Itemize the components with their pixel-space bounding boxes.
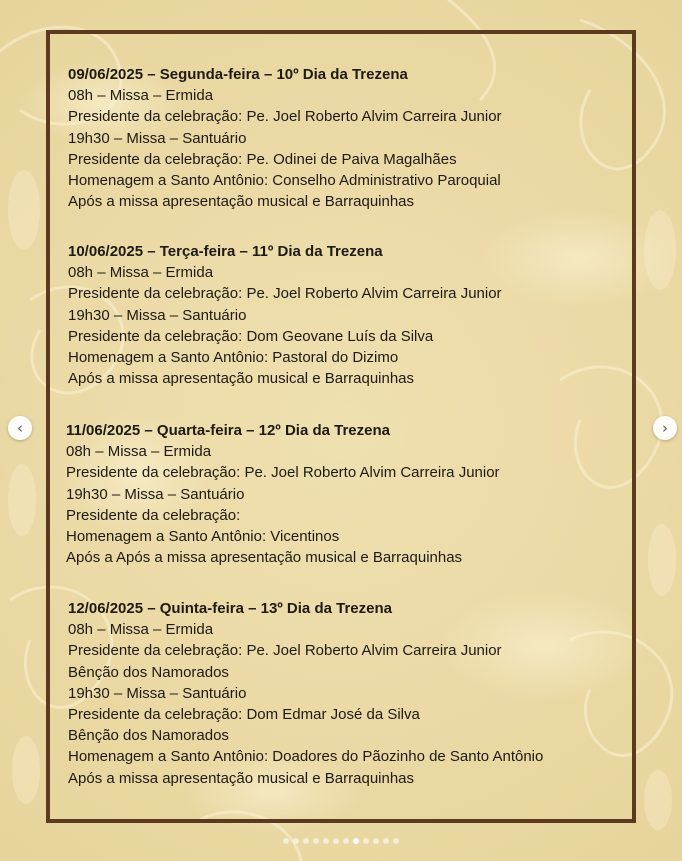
- schedule-line: 08h – Missa – Ermida: [68, 621, 214, 639]
- carousel-dot[interactable]: [343, 838, 349, 844]
- schedule-day-2: [68, 241, 502, 389]
- day-heading: 12/06/2025 – Quinta-feira – 13º Dia da Trezena: [68, 600, 392, 617]
- day-heading: 10/06/2025 – Terça-feira – 11º Dia da Trezena: [68, 243, 383, 260]
- schedule-line: Presidente da celebração: Pe. Joel Roberto Alvim Carreira Junior: [66, 464, 500, 482]
- schedule-day-1: [68, 64, 502, 212]
- schedule-line: 19h30 – Missa – Santuário: [68, 306, 247, 324]
- carousel-dot[interactable]: [293, 838, 299, 844]
- carousel-dot[interactable]: [333, 838, 339, 844]
- schedule-line: Após a missa apresentação musical e Barraquinhas: [68, 193, 415, 211]
- schedule-line: Após a missa apresentação musical e Barraquinhas: [68, 370, 415, 388]
- carousel-next-button[interactable]: [653, 416, 677, 440]
- schedule-line: 19h30 – Missa – Santuário: [68, 684, 247, 702]
- carousel-pagination: [0, 838, 682, 844]
- schedule-line: Após a Após a missa apresentação musical e Barraquinhas: [66, 549, 463, 567]
- carousel-dot[interactable]: [393, 838, 399, 844]
- schedule-day-3: [66, 420, 500, 568]
- schedule-line: 08h – Missa – Ermida: [68, 87, 214, 105]
- schedule-line: Presidente da celebração: Dom Geovane Luís da Silva: [68, 327, 434, 345]
- schedule-line: Presidente da celebração: Pe. Joel Roberto Alvim Carreira Junior: [68, 642, 502, 660]
- schedule-line: Presidente da celebração:: [66, 506, 241, 524]
- chevron-right-icon: ›: [662, 419, 668, 437]
- carousel-dot[interactable]: [323, 838, 329, 844]
- schedule-day-4: [68, 598, 543, 789]
- schedule-line: Presidente da celebração: Pe. Odinei de Paiva Magalhães: [68, 150, 457, 168]
- carousel-dot[interactable]: [283, 838, 289, 844]
- schedule-line: Homenagem a Santo Antônio: Vicentinos: [66, 528, 340, 546]
- carousel-dot[interactable]: [383, 838, 389, 844]
- carousel-dot[interactable]: [363, 838, 369, 844]
- schedule-line: Presidente da celebração: Dom Edmar José da Silva: [68, 706, 420, 724]
- carousel-dot[interactable]: [303, 838, 309, 844]
- carousel-dot[interactable]: [373, 838, 379, 844]
- schedule-line: Presidente da celebração: Pe. Joel Roberto Alvim Carreira Junior: [68, 108, 502, 126]
- schedule-line: Homenagem a Santo Antônio: Doadores do Pãozinho de Santo Antônio: [68, 748, 544, 766]
- schedule-line: Bênção dos Namorados: [68, 663, 229, 681]
- schedule-line: 08h – Missa – Ermida: [68, 264, 214, 282]
- schedule-line: 19h30 – Missa – Santuário: [68, 129, 247, 147]
- chevron-left-icon: ‹: [17, 419, 23, 437]
- schedule-line: 19h30 – Missa – Santuário: [66, 485, 245, 503]
- carousel-dot[interactable]: [313, 838, 319, 844]
- schedule-line: Após a missa apresentação musical e Barraquinhas: [68, 769, 415, 787]
- schedule-line: Homenagem a Santo Antônio: Conselho Administrativo Paroquial: [68, 172, 501, 190]
- schedule-line: Presidente da celebração: Pe. Joel Roberto Alvim Carreira Junior: [68, 285, 502, 303]
- carousel-prev-button[interactable]: [8, 416, 32, 440]
- day-heading: 11/06/2025 – Quarta-feira – 12º Dia da Trezena: [66, 422, 391, 439]
- carousel-dot[interactable]: [353, 838, 359, 844]
- schedule-line: 08h – Missa – Ermida: [66, 443, 212, 461]
- schedule-line: Homenagem a Santo Antônio: Pastoral do Dizimo: [68, 349, 399, 367]
- schedule-line: Bênção dos Namorados: [68, 727, 229, 745]
- day-heading: 09/06/2025 – Segunda-feira – 10º Dia da Trezena: [68, 66, 408, 83]
